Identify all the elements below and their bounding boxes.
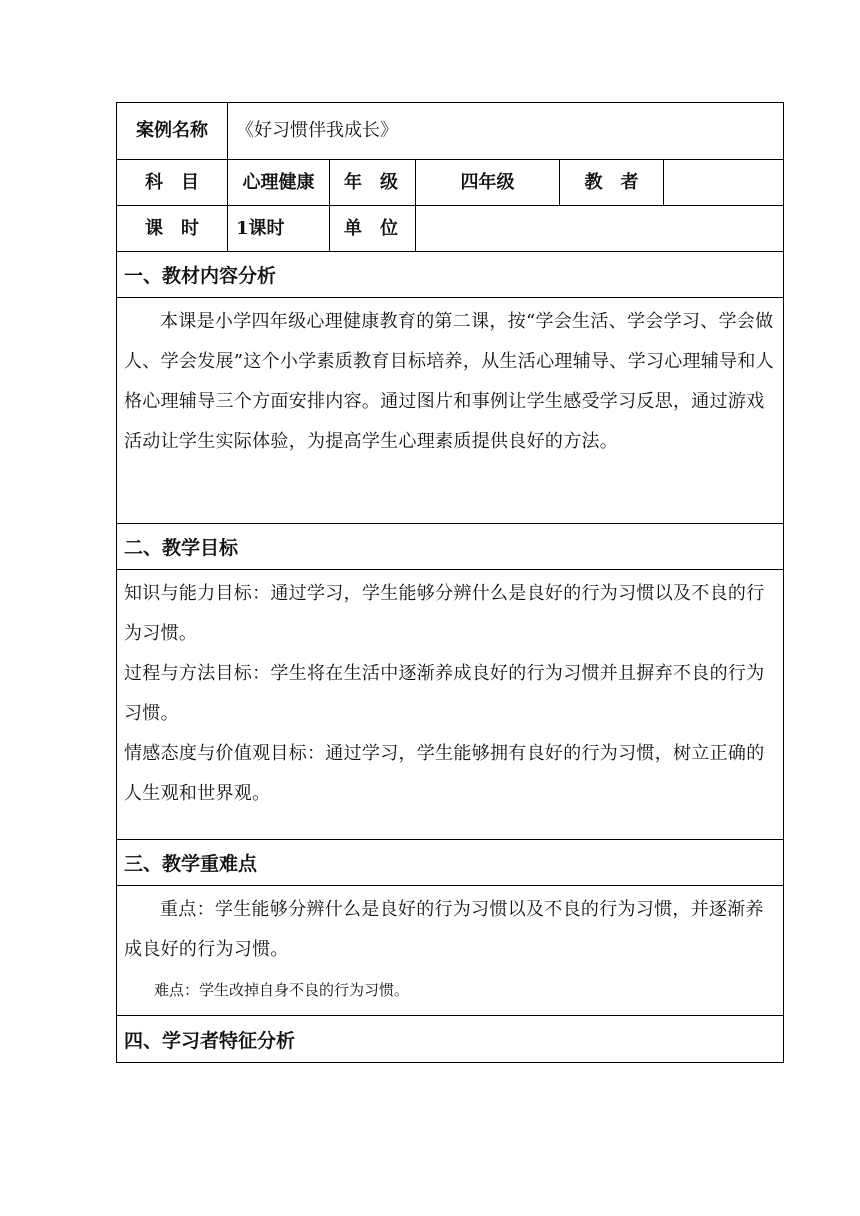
- key-point: 重点：学生能够分辨什么是良好的行为习惯以及不良的行为习惯，并逐渐养成良好的行为习惯。: [124, 899, 764, 960]
- period-row: [117, 206, 783, 252]
- period-label: 课 时: [117, 206, 228, 251]
- subject-row: [117, 160, 783, 206]
- section-2-title: 二、教学目标: [117, 524, 783, 570]
- section-1-paragraph: 本课是小学四年级心理健康教育的第二课，按“学会生活、学会学习、学会做人、学会发展”这个小学素质教育目标培养，从生活心理辅导、学习心理辅导和人格心理辅导三个方面安排内容。通过图片和事例让学生感受学习反思，通过游戏活动让学生实际体验，为提高学生心理素质提供良好的方法。: [124, 311, 774, 452]
- case-name-value: 《好习惯伴我成长》: [236, 120, 398, 141]
- goal-process: 过程与方法目标：学生将在生活中逐渐养成良好的行为习惯并且摒弃不良的行为习惯。: [124, 663, 765, 724]
- teacher-value: [664, 160, 783, 205]
- section-1-body: [117, 298, 783, 524]
- case-name-label: 案例名称: [117, 103, 228, 159]
- period-value: 1课时: [228, 206, 330, 251]
- section-4-title: 四、学习者特征分析: [124, 1029, 296, 1052]
- lesson-plan-table: [116, 102, 784, 1063]
- subject-label: 科 目: [117, 160, 228, 205]
- grade-value: 四年级: [416, 160, 560, 205]
- grade-label: 年 级: [330, 160, 416, 205]
- unit-value: [416, 206, 783, 251]
- unit-label: 单 位: [330, 206, 416, 251]
- section-3-title: 三、教学重难点: [117, 840, 783, 886]
- section-3-body: [117, 886, 783, 1016]
- goal-emotion: 情感态度与价值观目标：通过学习，学生能够拥有良好的行为习惯，树立正确的人生观和世界观。: [124, 743, 765, 804]
- goal-knowledge: 知识与能力目标：通过学习，学生能够分辨什么是良好的行为习惯以及不良的行为习惯。: [124, 583, 765, 644]
- difficult-point: 难点：学生改掉自身不良的行为习惯。: [154, 981, 410, 999]
- teacher-label: 教 者: [560, 160, 664, 205]
- case-name-row: [117, 103, 783, 160]
- section-2-body: [117, 570, 783, 840]
- section-1-title: 一、教材内容分析: [117, 252, 783, 298]
- subject-value: 心理健康: [228, 160, 330, 205]
